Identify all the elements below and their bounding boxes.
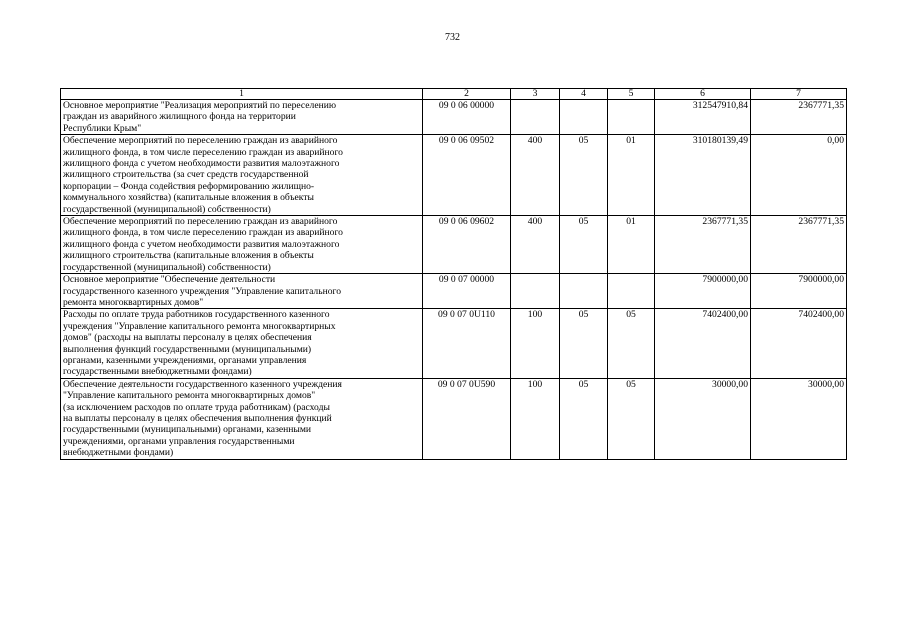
row-code: 09 0 06 00000 bbox=[423, 100, 511, 135]
description-line: Республики Крым" bbox=[63, 122, 142, 134]
description-line: государственными внебюджетными фондами) bbox=[63, 366, 252, 378]
row-amount-6: 312547910,84 bbox=[655, 100, 751, 135]
description-line: Обеспечение мероприятий по переселению граждан из аварийного bbox=[63, 135, 338, 147]
row-description bbox=[61, 378, 423, 459]
description-line: Обеспечение деятельности государственного казенного учреждения bbox=[63, 378, 342, 390]
row-expense-type bbox=[511, 274, 560, 309]
description-line: (за исключением расходов по оплате труда работникам) (расходы bbox=[63, 401, 330, 413]
row-subsection: 01 bbox=[608, 135, 655, 216]
description-line: жилищного строительства (капитальные вложения в объекты bbox=[63, 250, 314, 262]
row-amount-6: 2367771,35 bbox=[655, 216, 751, 274]
row-section bbox=[560, 274, 608, 309]
row-amount-7: 30000,00 bbox=[751, 378, 847, 459]
row-subsection bbox=[608, 274, 655, 309]
row-section: 05 bbox=[560, 378, 608, 459]
row-code: 09 0 07 0U110 bbox=[423, 309, 511, 378]
row-description bbox=[61, 216, 423, 274]
description-line: жилищного фонда, в том числе переселению граждан из аварийного bbox=[63, 227, 343, 239]
row-expense-type: 400 bbox=[511, 216, 560, 274]
row-description bbox=[61, 274, 423, 309]
row-subsection: 05 bbox=[608, 378, 655, 459]
table-row bbox=[61, 216, 847, 274]
row-subsection: 01 bbox=[608, 216, 655, 274]
budget-table bbox=[60, 88, 847, 460]
row-amount-6: 30000,00 bbox=[655, 378, 751, 459]
row-code: 09 0 07 00000 bbox=[423, 274, 511, 309]
row-subsection bbox=[608, 100, 655, 135]
table-row bbox=[61, 309, 847, 378]
description-line: жилищного фонда, в том числе переселению граждан из аварийного bbox=[63, 146, 343, 158]
header-row bbox=[61, 89, 847, 100]
description-line: корпорации – Фонда содействия реформированию жилищно- bbox=[63, 180, 315, 192]
description-line: жилищного фонда с учетом необходимости развития малоэтажного bbox=[63, 158, 340, 170]
row-section: 05 bbox=[560, 309, 608, 378]
description-line: выполнения функций государственными (муниципальными) bbox=[63, 343, 312, 355]
row-subsection: 05 bbox=[608, 309, 655, 378]
description-line: жилищного строительства (за счет средств государственной bbox=[63, 169, 309, 181]
table-row bbox=[61, 274, 847, 309]
row-amount-7: 2367771,35 bbox=[751, 100, 847, 135]
description-line: государственными (муниципальными) органами, казенными bbox=[63, 424, 312, 436]
description-line: внебюджетными фондами) bbox=[63, 447, 174, 459]
row-description bbox=[61, 100, 423, 135]
header-cell-6: 6 bbox=[655, 89, 751, 100]
description-line: Основное мероприятие "Обеспечение деятельности bbox=[63, 274, 276, 286]
description-line: органами, казенными учреждениями, органами управления bbox=[63, 354, 307, 366]
table-row bbox=[61, 135, 847, 216]
description-line: Основное мероприятие "Реализация мероприятий по переселению bbox=[63, 100, 337, 111]
page-number: 732 bbox=[445, 32, 460, 43]
description-line: жилищного фонда с учетом необходимости развития малоэтажного bbox=[63, 238, 340, 250]
row-section: 05 bbox=[560, 216, 608, 274]
header-cell-4: 4 bbox=[560, 89, 608, 100]
row-amount-7: 7402400,00 bbox=[751, 309, 847, 378]
description-line: государственного казенного учреждения "Управление капитального bbox=[63, 285, 342, 297]
row-code: 09 0 07 0U590 bbox=[423, 378, 511, 459]
row-expense-type: 100 bbox=[511, 378, 560, 459]
description-line: граждан из аварийного жилищного фонда на территории bbox=[63, 111, 296, 123]
description-line: государственной (муниципальной) собственности) bbox=[63, 203, 271, 215]
description-line: Обеспечение мероприятий по переселению граждан из аварийного bbox=[63, 216, 338, 228]
row-section bbox=[560, 100, 608, 135]
description-line: учреждения "Управление капитального ремонта многоквартирных bbox=[63, 320, 336, 332]
header-cell-1: 1 bbox=[61, 89, 423, 100]
row-amount-6: 7402400,00 bbox=[655, 309, 751, 378]
header-cell-2: 2 bbox=[423, 89, 511, 100]
row-expense-type: 400 bbox=[511, 135, 560, 216]
row-amount-7: 7900000,00 bbox=[751, 274, 847, 309]
table-row bbox=[61, 378, 847, 459]
row-expense-type: 100 bbox=[511, 309, 560, 378]
row-code: 09 0 06 09502 bbox=[423, 135, 511, 216]
header-cell-3: 3 bbox=[511, 89, 560, 100]
description-line: домов" (расходы на выплаты персоналу в целях обеспечения bbox=[63, 332, 312, 344]
header-cell-5: 5 bbox=[608, 89, 655, 100]
row-description bbox=[61, 135, 423, 216]
row-code: 09 0 06 09602 bbox=[423, 216, 511, 274]
table-row bbox=[61, 100, 847, 135]
description-line: Расходы по оплате труда работников государственного казенного bbox=[63, 309, 330, 321]
table-body bbox=[61, 100, 847, 460]
row-amount-6: 7900000,00 bbox=[655, 274, 751, 309]
header-cell-7: 7 bbox=[751, 89, 847, 100]
description-line: коммунального хозяйства) (капитальные вложения в объекты bbox=[63, 192, 314, 204]
description-line: "Управление капитального ремонта многоквартирных домов" bbox=[63, 390, 316, 402]
row-description bbox=[61, 309, 423, 378]
row-expense-type bbox=[511, 100, 560, 135]
row-amount-7: 0,00 bbox=[751, 135, 847, 216]
row-amount-6: 310180139,49 bbox=[655, 135, 751, 216]
description-line: ремонта многоквартирных домов" bbox=[63, 296, 204, 308]
description-line: учреждениями, органами управления государственными bbox=[63, 435, 295, 447]
description-line: государственной (муниципальной) собственности) bbox=[63, 261, 271, 273]
description-line: на выплаты персоналу в целях обеспечения выполнения функций bbox=[63, 412, 332, 424]
row-amount-7: 2367771,35 bbox=[751, 216, 847, 274]
row-section: 05 bbox=[560, 135, 608, 216]
